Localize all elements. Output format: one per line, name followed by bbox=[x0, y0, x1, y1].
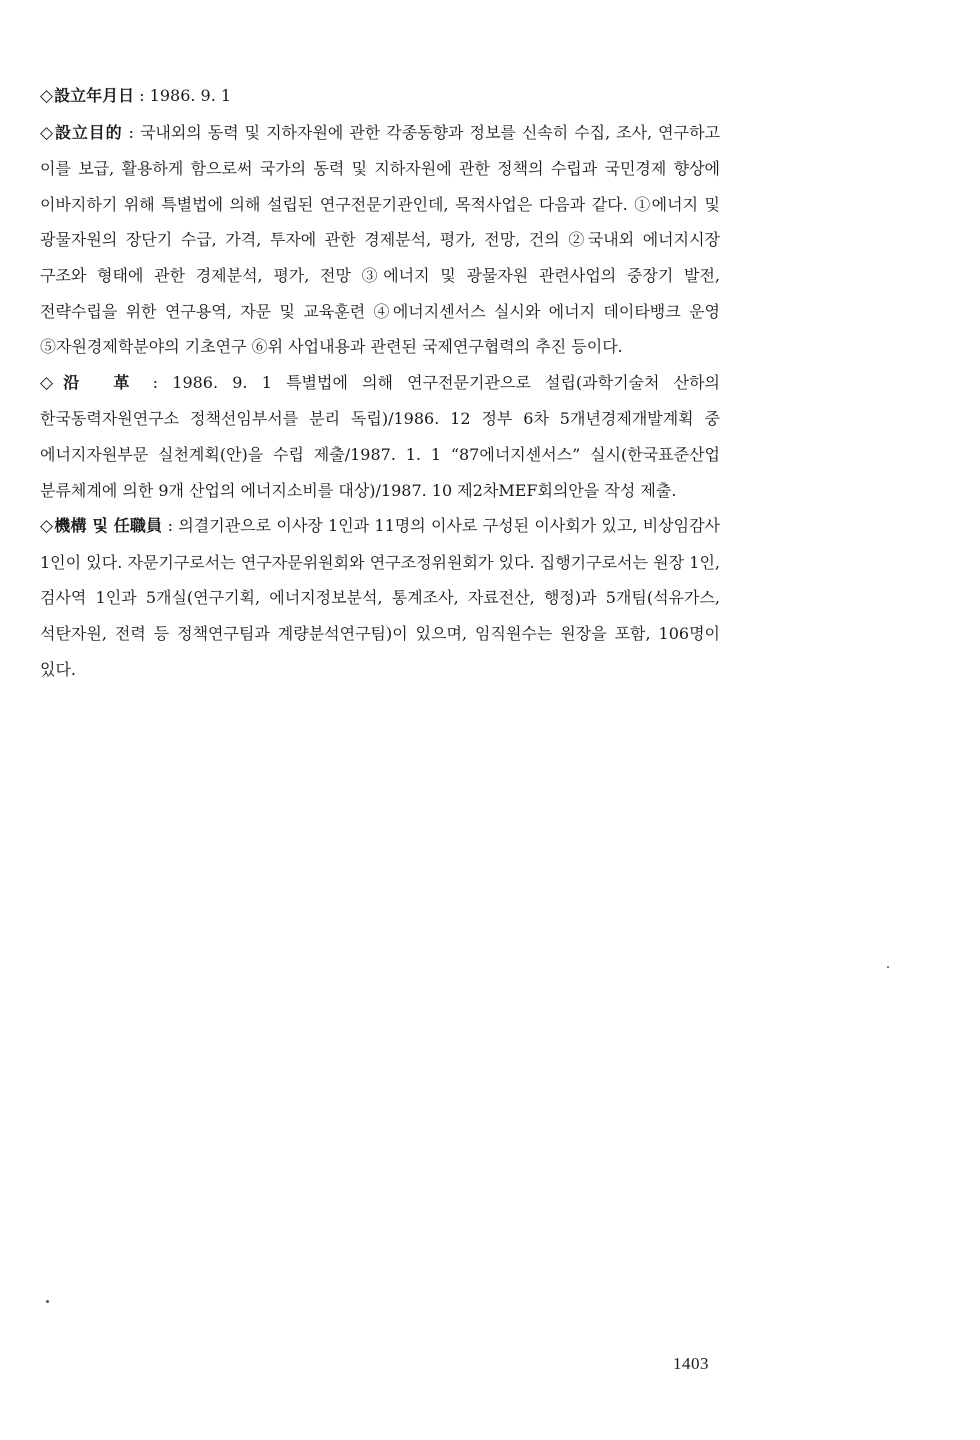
section-heading: 設立年月日 bbox=[54, 86, 135, 105]
page-number: 1403 bbox=[673, 1354, 709, 1373]
section-text: 의결기관으로 이사장 1인과 11명의 이사로 구성된 이사회가 있고, 비상임감사 1인이 있다. 자문기구로서는 연구자문위원회와 연구조정위원회가 있다. 집행기구로서는 원장 1인, 검사역 1인과 5개실(연구기획, 에너지정보분석, 통계조사, 자료전산, 행정)과 5개팀(석유가스, 석탄자원, 전력 등 정책연구팀과 계량분석연구팀)이 있으며, 임직원수는 원장을 포함, 106명이 있다. bbox=[40, 516, 721, 679]
diamond-bullet-icon: ◇ bbox=[40, 86, 54, 106]
section-history bbox=[40, 365, 720, 508]
section-heading: 沿 革 bbox=[63, 372, 139, 392]
section-founding-date bbox=[40, 78, 720, 115]
heading-separator: : bbox=[138, 372, 173, 392]
scan-speck bbox=[46, 1300, 49, 1303]
diamond-bullet-icon: ◇ bbox=[40, 516, 54, 537]
section-purpose bbox=[40, 115, 720, 365]
diamond-bullet-icon: ◇ bbox=[40, 372, 63, 393]
heading-separator: : bbox=[122, 122, 140, 142]
scan-speck bbox=[887, 966, 889, 968]
section-text: 1986. 9. 1 bbox=[149, 86, 232, 105]
section-heading: 設立目的 bbox=[54, 122, 123, 142]
heading-separator: : bbox=[134, 86, 150, 105]
heading-separator: : bbox=[162, 516, 179, 536]
section-organization bbox=[40, 508, 720, 687]
document-body bbox=[40, 78, 720, 687]
section-text: 1986. 9. 1 특별법에 의해 연구전문기관으로 설립(과학기술처 산하의 한국동력자원연구소 정책선임부서를 분리 독립)/1986. 12 정부 6차 5개년경제개발계획 중 에너지자원부문 실천계획(안)을 수립 제출/1987. 1. 1 “87에너지센서스” 실시(한국표준산업 분류체계에 의한 9개 산업의 에너지소비를 대상)/1987. 10 제2차MEF회의안을 작성 제출. bbox=[40, 372, 721, 500]
section-heading: 機構 및 任職員 bbox=[54, 516, 163, 536]
section-text: 국내외의 동력 및 지하자원에 관한 각종동향과 정보를 신속히 수집, 조사, 연구하고 이를 보급, 활용하게 함으로써 국가의 동력 및 지하자원에 관한 정책의 수립과 국민경제 향상에 이바지하기 위해 특별법에 의해 설립된 연구전문기관인데, 목적사업은 다음과 같다. ①에너지 및 광물자원의 장단기 수급, 가격, 투자에 관한 경제분석, 평가, 전망, 건의 ②국내외 에너지시장 구조와 형태에 관한 경제분석, 평가, 전망 ③에너지 및 광물자원 관련사업의 중장기 발전, 전략수립을 위한 연구용역, 자문 및 교육훈련 ④에너지센서스 실시와 에너지 데이타뱅크 운영 ⑤자원경제학분야의 기초연구 ⑥위 사업내용과 관련된 국제연구협력의 추진 등이다. bbox=[40, 122, 720, 357]
diamond-bullet-icon: ◇ bbox=[40, 122, 54, 143]
